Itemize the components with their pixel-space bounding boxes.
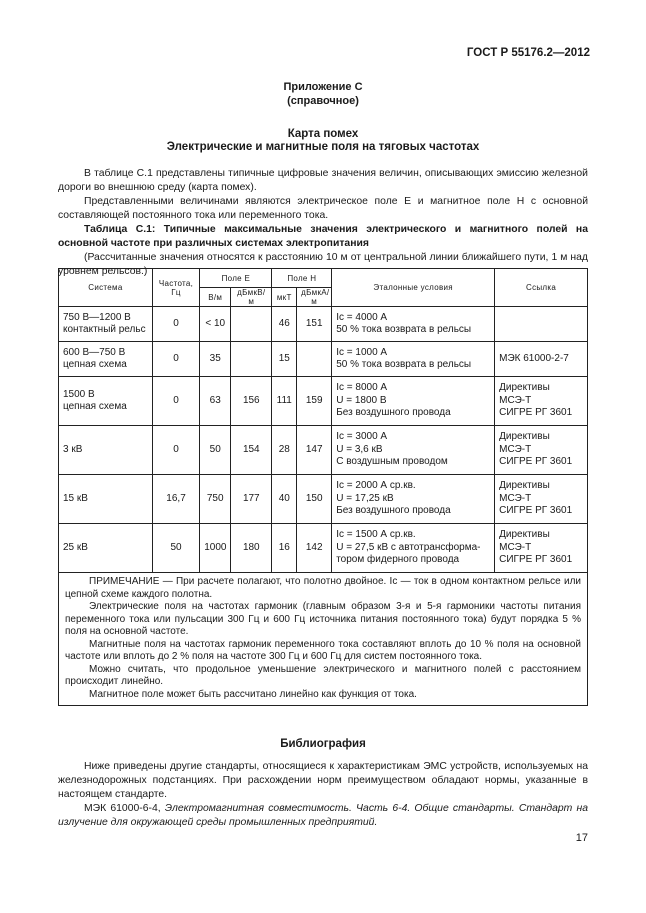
e-vm-cell: < 10 bbox=[200, 307, 231, 342]
section-subtitle: Электрические и магнитные поля на тяговых частотах bbox=[166, 141, 480, 153]
e-vm-cell: 50 bbox=[200, 426, 231, 475]
cond-line: U = 17,25 кВ bbox=[336, 492, 394, 504]
h-ut-cell: 40 bbox=[272, 475, 297, 524]
e-vm-cell: 35 bbox=[200, 342, 231, 377]
cond-line: U = 1800 В bbox=[336, 394, 387, 406]
conditions-cell bbox=[332, 342, 495, 377]
cond-line: Без воздушного провода bbox=[336, 407, 451, 419]
reference-code: МЭК 61000-6-4 bbox=[84, 803, 158, 814]
note-paragraph: Магнитное поле может быть рассчитано линейно как функция от тока. bbox=[89, 688, 417, 700]
e-vm-cell: 750 bbox=[200, 475, 231, 524]
h-db-cell: 150 bbox=[297, 475, 332, 524]
table-note bbox=[59, 573, 588, 706]
frequency-cell: 50 bbox=[152, 524, 199, 573]
cond-line: тором фидерного провода bbox=[336, 554, 460, 566]
system-cell bbox=[59, 524, 153, 573]
cond-line: Iс = 4000 А bbox=[336, 311, 388, 323]
note-paragraph: Магнитные поля на частотах гармоник переменного тока составляют вплоть до 10 % поля на основной частоте или вплоть до 2 % поля на частоте 300 Гц и 600 Гц для систем постоянного тока. bbox=[65, 638, 581, 662]
frequency-cell: 0 bbox=[152, 426, 199, 475]
ref-line: СИГРЕ РГ 3601 bbox=[499, 505, 573, 517]
system-cell bbox=[59, 426, 153, 475]
system-line: 3 кВ bbox=[63, 443, 83, 455]
ref-line: Директивы bbox=[499, 382, 550, 394]
conditions-cell bbox=[332, 377, 495, 426]
page-number: 17 bbox=[575, 832, 588, 844]
note-paragraph: ПРИМЕЧАНИЕ — При расчете полагают, что полотно двойное. Iс — ток в одном контактном рельсе или цепной схеме каждого полотна. bbox=[65, 576, 581, 600]
h-db-cell: 147 bbox=[297, 426, 332, 475]
system-line: 600 В—750 В bbox=[63, 346, 126, 358]
bibliography-text bbox=[58, 760, 588, 830]
annex-heading bbox=[0, 80, 646, 108]
h-db-cell: 151 bbox=[297, 307, 332, 342]
header-field-h: Поле H bbox=[272, 269, 332, 288]
cond-line: 50 % тока возврата в рельсы bbox=[336, 324, 472, 335]
system-cell bbox=[59, 342, 153, 377]
intro-paragraph-3: (Рассчитанные значения относятся к расстоянию 10 м от центральной линии ближайшего пути, 1 м над уровнем рельсов.) bbox=[58, 252, 588, 277]
frequency-cell: 0 bbox=[152, 377, 199, 426]
header-h-unit-ut: мкТ bbox=[272, 288, 297, 307]
header-h-unit-db: дБмкА/м bbox=[297, 288, 332, 307]
cond-line: Iс = 1000 А bbox=[336, 346, 388, 358]
cond-line: Iс = 1500 А ср.кв. bbox=[336, 529, 416, 541]
reference-cell bbox=[495, 524, 588, 573]
system-line: цепная схема bbox=[63, 359, 127, 370]
cond-line: Без воздушного провода bbox=[336, 505, 451, 517]
reference-cell bbox=[495, 377, 588, 426]
e-db-cell: 180 bbox=[231, 524, 272, 573]
note-paragraph: Можно считать, что продольное уменьшение электрического и магнитного полей с расстоянием происходит линейно. bbox=[65, 663, 581, 687]
conditions-cell bbox=[332, 307, 495, 342]
ref-line: МЭК 61000-2-7 bbox=[499, 352, 569, 364]
conditions-cell bbox=[332, 524, 495, 573]
header-reference: Ссылка bbox=[495, 269, 588, 307]
header-e-unit-vm: В/м bbox=[200, 288, 231, 307]
frequency-cell: 16,7 bbox=[152, 475, 199, 524]
table-body bbox=[59, 307, 588, 706]
cond-line: Iс = 8000 А bbox=[336, 382, 388, 394]
cond-line: U = 27,5 кВ с автотрансформа- bbox=[336, 541, 481, 553]
ref-line: Директивы bbox=[499, 431, 550, 443]
ref-line: МСЭ-Т bbox=[499, 443, 532, 455]
e-db-cell: 177 bbox=[231, 475, 272, 524]
e-vm-cell: 1000 bbox=[200, 524, 231, 573]
frequency-cell: 0 bbox=[152, 307, 199, 342]
system-line: цепная схема bbox=[63, 401, 127, 412]
system-line: 25 кВ bbox=[63, 541, 88, 553]
conditions-cell bbox=[332, 426, 495, 475]
ref-line: МСЭ-Т bbox=[499, 492, 532, 504]
system-cell bbox=[59, 475, 153, 524]
ref-line: СИГРЕ РГ 3601 bbox=[499, 407, 573, 419]
cond-line: 50 % тока возврата в рельсы bbox=[336, 359, 472, 370]
cond-line: Iс = 3000 А bbox=[336, 431, 388, 443]
h-ut-cell: 16 bbox=[272, 524, 297, 573]
e-db-cell bbox=[231, 342, 272, 377]
standard-code: ГОСТ Р 55176.2—2012 bbox=[466, 47, 590, 59]
cond-line: U = 3,6 кВ bbox=[336, 443, 383, 455]
conditions-cell bbox=[332, 475, 495, 524]
ref-line: МСЭ-Т bbox=[499, 394, 532, 406]
annex-title: Приложение С bbox=[283, 81, 363, 93]
header-system: Система bbox=[59, 269, 153, 307]
h-ut-cell: 28 bbox=[272, 426, 297, 475]
h-ut-cell: 111 bbox=[272, 377, 297, 426]
e-db-cell: 156 bbox=[231, 377, 272, 426]
h-db-cell: 142 bbox=[297, 524, 332, 573]
reference-cell bbox=[495, 426, 588, 475]
e-vm-cell: 63 bbox=[200, 377, 231, 426]
header-frequency: Частота, Гц bbox=[152, 269, 199, 307]
frequency-cell: 0 bbox=[152, 342, 199, 377]
h-db-cell: 159 bbox=[297, 377, 332, 426]
system-cell bbox=[59, 377, 153, 426]
system-line: 750 В—1200 В bbox=[63, 311, 131, 323]
header-conditions: Эталонные условия bbox=[332, 269, 495, 307]
header-field-e: Поле E bbox=[200, 269, 272, 288]
intro-paragraph-2: Представленными величинами являются электрическое поле E и магнитное поле H с основной составляющей постоянного тока или переменного тока. bbox=[58, 196, 588, 221]
intro-paragraph-1: В таблице С.1 представлены типичные цифровые значения величин, описывающих эмиссию железной дороги во внешнюю среду (карта помех). bbox=[58, 168, 588, 193]
h-db-cell bbox=[297, 342, 332, 377]
h-ut-cell: 15 bbox=[272, 342, 297, 377]
bibliography-title: Библиография bbox=[280, 738, 366, 750]
table-caption: Таблица С.1: Типичные максимальные значения электрического и магнитного полей на основной частоте при различных системах электропитания bbox=[58, 224, 588, 249]
ref-line: СИГРЕ РГ 3601 bbox=[499, 554, 573, 566]
e-db-cell bbox=[231, 307, 272, 342]
ref-line: Директивы bbox=[499, 529, 550, 541]
cond-line: С воздушным проводом bbox=[336, 456, 448, 468]
cond-line: Iс = 2000 А ср.кв. bbox=[336, 480, 416, 492]
reference-cell bbox=[495, 475, 588, 524]
note-paragraph: Электрические поля на частотах гармоник (главным образом 3-я и 5-я гармоники частоты питания переменного тока или пульсации 300 Гц и 600 Гц источника питания постоянного тока) будут порядка 5 % поля на основной частоте. bbox=[65, 601, 581, 637]
system-line: контактный рельс bbox=[63, 324, 146, 335]
system-cell bbox=[59, 307, 153, 342]
system-line: 1500 В bbox=[63, 388, 95, 400]
ref-line: МСЭ-Т bbox=[499, 541, 532, 553]
intro-text bbox=[58, 167, 588, 279]
reference-title: Электромагнитная совместимость. Часть 6-4. Общие стандарты. Стандарт на излучение для окружающей среды промышленных предприятий. bbox=[58, 803, 589, 828]
reference-cell bbox=[495, 307, 588, 342]
system-line: 15 кВ bbox=[63, 492, 88, 504]
section-title: Карта помех bbox=[287, 128, 359, 140]
h-ut-cell: 46 bbox=[272, 307, 297, 342]
annex-type: (справочное) bbox=[287, 95, 359, 107]
bibliography-paragraph: Ниже приведены другие стандарты, относящиеся к характеристикам ЭМС устройств, используемых на железнодорожных подстанциях. При расхождении норм преимуществом обладают нормы, указанные в настоящем стандарте. bbox=[58, 761, 588, 800]
e-db-cell: 154 bbox=[231, 426, 272, 475]
ref-line: Директивы bbox=[499, 480, 550, 492]
reference-cell bbox=[495, 342, 588, 377]
header-e-unit-db: дБмкВ/м bbox=[231, 288, 272, 307]
ref-line: СИГРЕ РГ 3601 bbox=[499, 456, 573, 468]
field-table bbox=[58, 268, 588, 706]
bibliography-reference: МЭК 61000-6-4, Электромагнитная совместимость. Часть 6-4. Общие стандарты. Стандарт на излучение для окружающей среды промышленных предприятий. bbox=[58, 803, 589, 828]
